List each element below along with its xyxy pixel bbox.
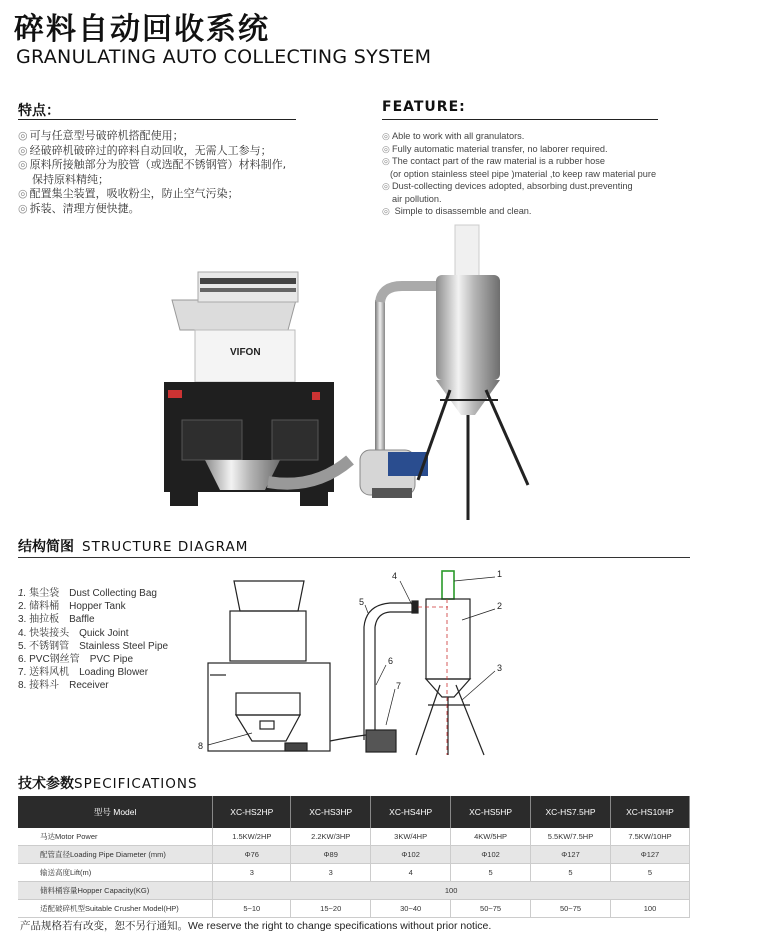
table-row <box>18 864 690 882</box>
table-cell: 50~75 <box>451 900 531 918</box>
table-cell: Φ89 <box>291 846 371 864</box>
drawing-pipes <box>330 601 418 752</box>
feature-cn-item: ◎ 经破碎机破碎过的碎料自动回收，无需人工参与； <box>18 143 272 157</box>
features-en-list <box>382 130 656 218</box>
feature-cn-item: 保持原料精纯； <box>32 172 109 186</box>
bullet-icon: ◎ <box>18 158 28 171</box>
row-label: 马达Motor Power <box>18 828 213 846</box>
table-header-cell: XC-HS5HP <box>451 796 531 828</box>
specifications-heading-en: SPECIFICATIONS <box>74 776 198 792</box>
table-cell: 30~40 <box>371 900 451 918</box>
table-cell: 3 <box>291 864 371 882</box>
structure-drawing <box>190 565 520 765</box>
table-header-row <box>18 796 690 828</box>
legend-item: 5. 不锈钢管 Stainless Steel Pipe <box>18 640 169 652</box>
table-cell: 3 <box>213 864 291 882</box>
callout-1: 1 <box>497 569 503 579</box>
row-label: 配管直径Loading Pipe Diameter (mm) <box>18 846 213 864</box>
table-cell: 5 <box>531 864 611 882</box>
specifications-heading <box>18 773 198 793</box>
structure-legend <box>18 587 168 693</box>
feature-en-item: (or option stainless steel pipe )material ,to keep raw material pure <box>390 168 657 179</box>
table-cell: 4KW/5HP <box>451 828 531 846</box>
drawing-hopper <box>416 571 484 755</box>
table-header-cell: XC-HS10HP <box>610 796 689 828</box>
table-row <box>18 900 690 918</box>
table-cell: 7.5KW/10HP <box>610 828 689 846</box>
legend-item: 6. PVC钢丝管 PVC Pipe <box>18 654 134 666</box>
features-en-underline <box>382 119 658 120</box>
row-label: 储料桶容量Hopper Capacity(KG) <box>18 882 213 900</box>
callout-7: 7 <box>396 681 402 691</box>
table-cell: 2.2KW/3HP <box>291 828 371 846</box>
table-cell: Φ76 <box>213 846 291 864</box>
table-cell: Φ102 <box>371 846 451 864</box>
table-row <box>18 846 690 864</box>
table-row <box>18 882 690 900</box>
features-heading-cn: 特点： <box>18 103 60 119</box>
bullet-icon: ◎ <box>382 131 391 141</box>
table-cell: Φ127 <box>610 846 689 864</box>
structure-heading-cn: 结构简图 <box>18 539 74 555</box>
features-cn-list <box>18 129 286 216</box>
bullet-icon: ◎ <box>18 187 28 200</box>
bullet-icon: ◎ <box>18 143 28 157</box>
table-header-cell: XC-HS2HP <box>213 796 291 828</box>
footnote: 产品规格若有改变，恕不另行通知。We reserve the right to change specifications without prior notice. <box>20 920 492 932</box>
table-cell: Φ127 <box>531 846 611 864</box>
legend-item: 1. 集尘袋 Dust Collecting Bag <box>18 588 157 599</box>
feature-en-item: ◎ The contact part of the raw material is a rubber hose <box>382 156 605 166</box>
page-title-en: GRANULATING AUTO COLLECTING SYSTEM <box>16 46 432 68</box>
feature-en-item: ◎ Able to work with all granulators. <box>382 131 525 141</box>
feature-en-item: ◎ Simple to disassemble and clean. <box>382 206 532 216</box>
callout-4: 4 <box>392 571 398 581</box>
callouts <box>198 569 502 751</box>
structure-divider <box>18 557 690 558</box>
table-cell: 4 <box>371 864 451 882</box>
callout-3: 3 <box>497 663 503 673</box>
legend-item: 3. 抽拉板 Baffle <box>18 614 95 626</box>
features-heading-en: FEATURE: <box>382 99 466 115</box>
bullet-icon: ◎ <box>18 201 28 215</box>
feature-en-item: ◎ Dust-collecting devices adopted, absorbing dust.preventing <box>382 181 633 191</box>
table-cell-merged: 100 <box>213 882 690 900</box>
drawing-granulator <box>208 581 330 751</box>
feature-cn-item: ◎ 原料所接触部分为胶管（或选配不锈钢管）材料制作, <box>18 158 287 171</box>
callout-6: 6 <box>388 656 394 666</box>
callout-2: 2 <box>497 601 503 611</box>
structure-heading <box>18 536 248 556</box>
table-row <box>18 828 690 846</box>
structure-heading-en: STRUCTURE DIAGRAM <box>82 539 249 555</box>
table-cell: 50~75 <box>531 900 611 918</box>
features-cn-underline <box>18 119 296 120</box>
table-cell: 3KW/4HP <box>371 828 451 846</box>
legend-item: 2. 储料桶 Hopper Tank <box>18 601 126 613</box>
legend-item: 4. 快装接头 Quick Joint <box>18 627 129 639</box>
brand-logo: VIFON <box>230 347 261 358</box>
row-label: 适配破碎机型Suitable Crusher Model(HP) <box>18 900 213 918</box>
product-photo <box>150 220 550 530</box>
loading-blower <box>360 450 428 498</box>
specifications-table <box>18 796 690 918</box>
feature-cn-item: ◎ 可与任意型号破碎机搭配使用； <box>18 129 184 142</box>
bullet-icon: ◎ <box>382 156 391 166</box>
table-cell: 15~20 <box>291 900 371 918</box>
legend-item: 8. 接料斗 Receiver <box>18 680 109 692</box>
callout-5: 5 <box>359 597 365 607</box>
table-cell: 5~10 <box>213 900 291 918</box>
bullet-icon: ◎ <box>18 129 28 142</box>
table-header-cell: XC-HS4HP <box>371 796 451 828</box>
feature-cn-item: ◎ 配置集尘装置，吸收粉尘，防止空气污染； <box>18 187 239 200</box>
table-cell: 5 <box>451 864 531 882</box>
feature-en-item: ◎ Fully automatic material transfer, no laborer required. <box>382 143 608 154</box>
table-header-cell: XC-HS3HP <box>291 796 371 828</box>
table-header-cell: 型号 Model <box>18 796 213 828</box>
page-title-cn: 碎料自动回收系统 <box>14 12 270 47</box>
table-cell: 5.5KW/7.5HP <box>531 828 611 846</box>
bullet-icon: ◎ <box>382 206 391 216</box>
hopper-tank <box>418 225 528 520</box>
table-cell: Φ102 <box>451 846 531 864</box>
table-cell: 5 <box>610 864 689 882</box>
legend-item: 7. 送料风机 Loading Blower <box>18 667 149 679</box>
feature-cn-item: ◎ 拆装、清理方便快捷。 <box>18 201 140 215</box>
row-label: 输送高度Lift(m) <box>18 864 213 882</box>
granulator <box>164 272 334 506</box>
bullet-icon: ◎ <box>382 143 391 154</box>
table-cell: 1.5KW/2HP <box>213 828 291 846</box>
table-header-cell: XC-HS7.5HP <box>531 796 611 828</box>
specifications-heading-cn: 技术参数 <box>18 776 74 792</box>
bullet-icon: ◎ <box>382 181 391 191</box>
callout-8: 8 <box>198 741 204 751</box>
feature-en-item: air pollution. <box>392 193 442 204</box>
table-cell: 100 <box>610 900 689 918</box>
